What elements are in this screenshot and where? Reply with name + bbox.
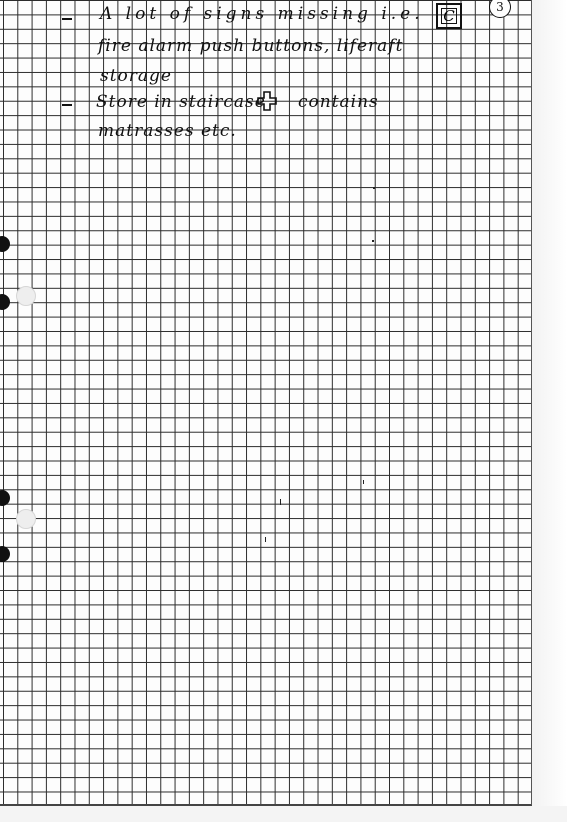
scan-speck [280,499,281,505]
binder-hole-shadow [16,286,36,306]
note-line: Store in staircase [96,92,266,112]
note-line: contains [298,92,379,112]
cross-symbol-icon [256,90,278,112]
page-number: 3 [489,0,511,18]
note-line: fire alarm push buttons, liferaft [98,36,404,56]
bullet-dash [62,104,72,106]
scan-speck [265,537,266,542]
scan-speck [372,240,374,242]
binder-hole-shadow [16,509,36,529]
page-bottom-margin [0,806,567,822]
note-line: A lot of signs missing i.e. [100,4,424,24]
note-line: storage [100,66,172,86]
page-edge [532,0,567,822]
section-letter-box [436,3,462,29]
scan-speck [363,480,364,484]
note-line: matrasses etc. [98,121,237,141]
section-letter: C [441,8,457,24]
scan-speck [373,187,375,189]
bullet-dash [62,18,72,20]
